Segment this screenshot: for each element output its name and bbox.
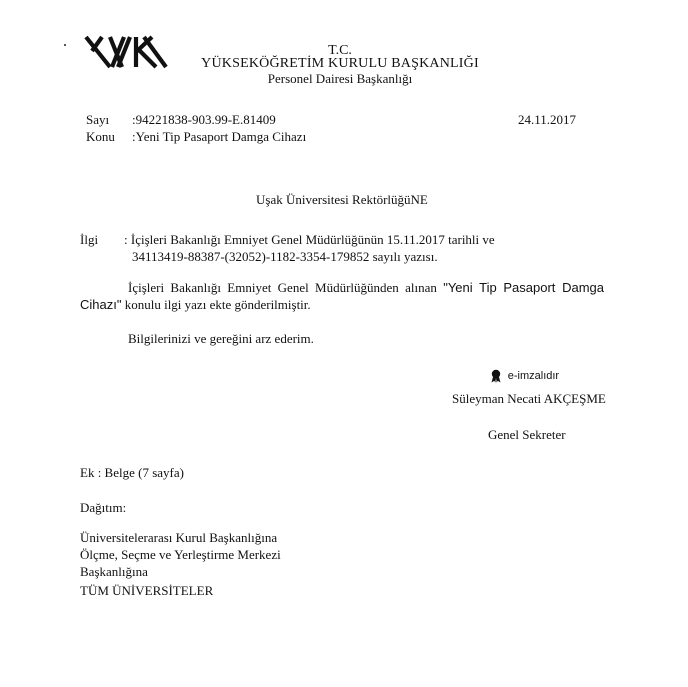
yok-logo — [80, 34, 170, 70]
header-tc: T.C. — [328, 43, 352, 58]
header-institution: YÜKSEKÖĞRETİM KURULU BAŞKANLIĞI — [201, 56, 479, 71]
konu-label: Konu — [86, 129, 115, 144]
seal-icon — [490, 369, 502, 383]
signatory-name: Süleyman Necati AKÇEŞME — [452, 391, 606, 406]
e-signature-stamp — [490, 369, 559, 383]
e-signed-label: e-imzalıdır — [507, 370, 560, 382]
distribution-label: Dağıtım: — [80, 500, 127, 515]
konu-value: :Yeni Tip Pasaport Damga Cihazı — [132, 129, 307, 144]
paragraph-1-quote: "Yeni Tip Pasaport Damga Cihazı" — [80, 280, 604, 312]
sayi-value: :94221838-903.99-E.81409 — [132, 112, 276, 127]
ilgi-line-1: : İçişleri Bakanlığı Emniyet Genel Müdürlüğünün 15.11.2017 tarihli ve — [124, 232, 495, 247]
paragraph-1-text-b: konulu ilgi yazı ekte gönderilmiştir. — [124, 297, 311, 312]
recipient: Uşak Üniversitesi RektörlüğüNE — [256, 192, 428, 207]
signatory-title: Genel Sekreter — [488, 427, 566, 442]
ilgi-label: İlgi — [80, 232, 99, 247]
distribution-item: Ölçme, Seçme ve Yerleştirme Merkezi — [80, 547, 281, 562]
paragraph-1-text-a: İçişleri Bakanlığı Emniyet Genel Müdürlüğünden alınan — [128, 280, 437, 295]
distribution-item: Başkanlığına — [80, 564, 148, 579]
body-paragraph-1 — [80, 279, 604, 313]
sayi-label: Sayı — [86, 112, 110, 127]
distribution-item: Üniversitelerarası Kurul Başkanlığına — [80, 530, 278, 545]
attachment-line: Ek : Belge (7 sayfa) — [80, 465, 184, 480]
scan-speck — [64, 44, 66, 46]
body-paragraph-2: Bilgilerinizi ve gereğini arz ederim. — [128, 331, 314, 346]
ilgi-line-2: 34113419-88387-(32052)-1182-3354-179852 sayılı yazısı. — [132, 249, 438, 264]
document-date: 24.11.2017 — [518, 112, 577, 127]
header-department: Personel Dairesi Başkanlığı — [267, 71, 413, 86]
distribution-item: TÜM ÜNİVERSİTELER — [80, 583, 214, 598]
